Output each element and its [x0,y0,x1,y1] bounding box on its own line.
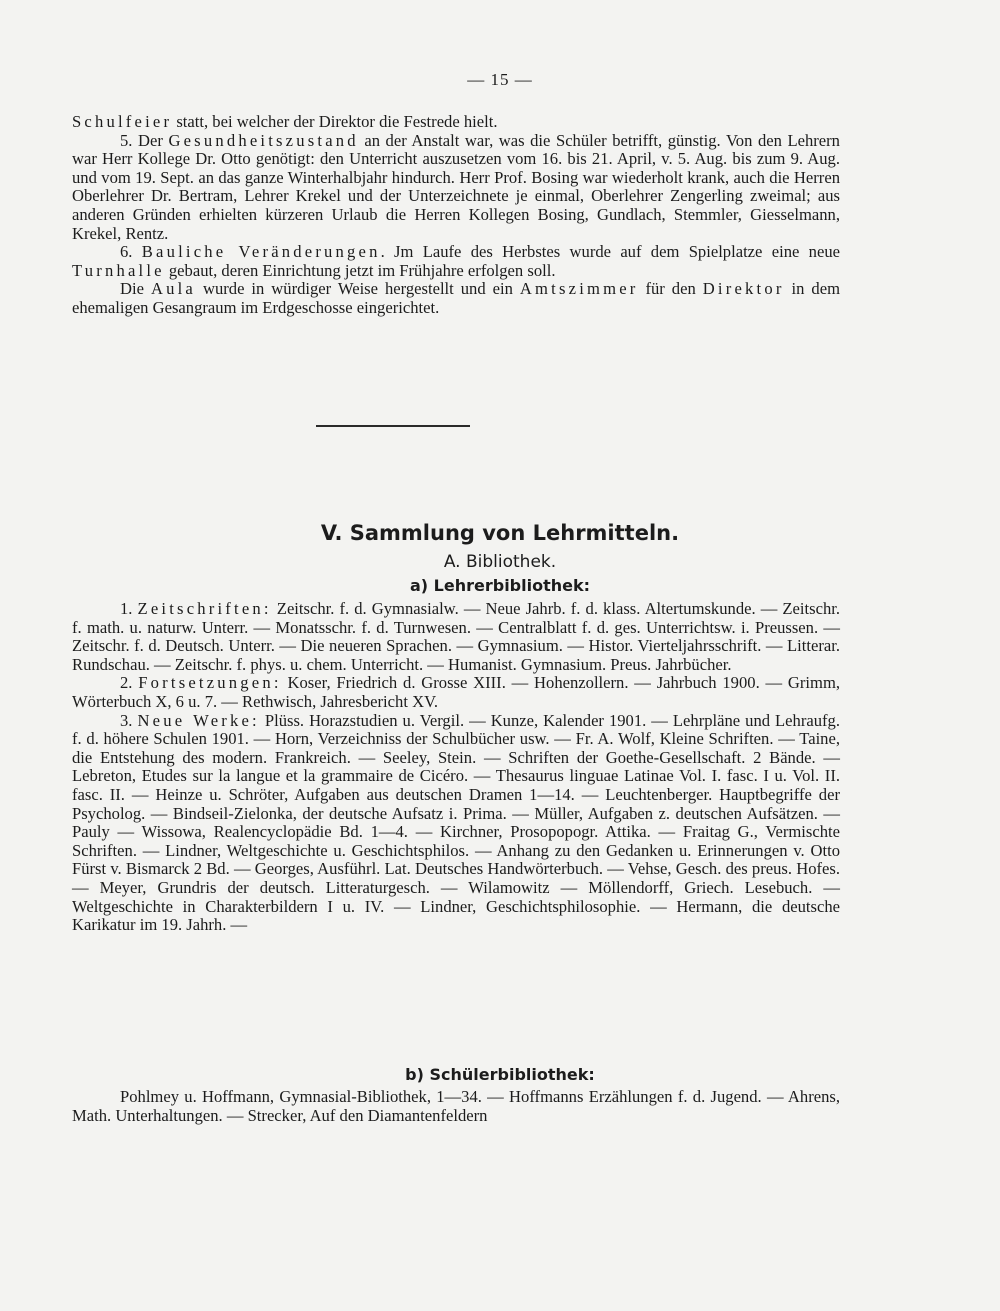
text-run: statt, bei welcher der Direktor die Festrede hielt. [172,112,498,131]
section-divider [316,425,470,427]
spaced-term: Schulfeier [72,112,173,131]
page-number: — 15 — [467,70,533,89]
text-run: in dem ehemaligen Gesangraum im Erdgeschosse eingerichtet. [72,279,840,317]
spaced-term: Aula [150,279,196,299]
text-run: Plüss. Horazstudien u. Vergil. — Kunze, Kalender 1901. — Lehrpläne und Lehraufg. f. d. höhere Schulen 1901. — Horn, Verzeichniss der Schulbücher usw. — Fr. A. Wolf, Kleine Schriften. — Taine, die Entstehung des modern. Frankreich. — Seeley, Stein. — Schriften der Goethe-Gesellschaft. 2 Bände. — Lebreton, Etudes sur la langue et la grammaire de Cicéro. — Thesaurus linguae Latinae Vol. I. fasc. I u. Vol. II. fasc. II. — Heinze u. Schröter, Aufgaben aus deutschen Dramen 1—14. — Leuchtenberger. Hauptbegriffe der Psycholog. — Bindseil-Zielonka, der deutsche Aufsatz i. Prima. — Müller, Aufgaben z. deutschen Aufsätzen. — Pauly — Wissowa, Realencyclopädie Bd. 1—4. — Kirchner, Prosopopogr. Attika. — Fraitag G., Vermischte Schriften. — Lindner, Weltgeschichte u. Geschichtsphilos. — Anhang zu den Gedanken u. Erinnerungen v. Otto Fürst v. Bismarck 2 Bd. — Georges, Ausführl. Lat. Deutsches Handwörterbuch. — Vehse, Gesch. des preus. Hofes. — Meyer, Grundris der deutsch. Litteraturgesch. — Wilamowitz — Möllendorff, Griech. Lesebuch. — Weltgeschichte in Charakterbildern I u. IV. — Lindner, Geschichtsphilosophie. — Hermann, die deutsche Karikatur im 19. Jahrh. — [72,710,840,935]
text-run: an der Anstalt war, was die Schüler betrifft, günstig. Von den Lehrern war Herr Kollege Dr. Otto genötigt: den Unterricht auszusetzen vom 16. bis 21. April, v. 5. Aug. bis zum 9. Aug. und vom 19. Sept. an das ganze Winterhalbjahr hindurch. Herr Prof. Bosing war wiederholt krank, auch die Herren Oberlehrer Dr. Bertram, Lehrer Krekel und der Unterzeichnete je einmal, Oberlehrer Zengerling zweimal; aus anderen Gründen erhielten kürzeren Urlaub die Herren Kollegen Bosing, Gundlach, Stemmler, Giesselmann, Krekel, Rentz. [72,130,840,243]
subsection-library: A. Bibliothek. [443,552,557,572]
spaced-term: Fortsetzungen: [138,673,282,693]
text-run: 6. [120,242,142,262]
text-run: Die [120,279,151,299]
text-run: Koser, Friedrich d. Grosse XIII. — Hohenzollern. — Jahrbuch 1900. — Grimm, Wörterbuch X, 6 u. 7. — Rethwisch, Jahresbericht XV. [72,673,840,711]
spaced-term: Zeitschriften: [137,599,272,618]
section-title: V. Sammlung von Lehrmitteln. [320,521,680,545]
paragraph-health [72,132,840,244]
paragraph-periodicals [72,600,840,674]
school-report-text [72,113,840,318]
text-run: 2. [120,673,139,693]
text-run: wurde in würdiger Weise hergestellt und ein [196,279,520,299]
paragraph-aula [72,280,840,317]
paragraph-festival [72,113,840,132]
paragraph-construction [72,243,840,280]
spaced-term: Amtszimmer [519,279,639,299]
text-run: 3. [120,710,138,730]
text-run: . Jm Laufe des Herbstes wurde auf dem Spielplatze eine neue [380,242,840,262]
text-run: gebaut, deren Einrichtung jetzt im Frühjahre erfolgen soll. [164,260,556,280]
text-run: für den [638,279,703,299]
paragraph-continuations [72,674,840,711]
text-run: Zeitschr. f. d. Gymnasialw. — Neue Jahrb. f. d. klass. Altertumskunde. — Zeitschr. f. math. u. naturw. Unterr. — Monatsschr. f. d. Turnwesen. — Centralblatt f. d. ges. Unterrichtsw. i. Preussen. — Zeitschr. f. d. Deutsch. Unterr. — Die neueren Sprachen. — Gymnasium. — Histor. Vierteljahrsschrift. — Litterar. Rundschau. — Zeitschr. f. phys. u. chem. Unterricht. — Humanist. Gymnasium. Preus. Jahrbücher. [72,599,840,674]
subsection-teacher-library: a) Lehrerbibliothek: [409,576,591,595]
spaced-term: Neue Werke: [137,710,260,730]
spaced-term: Direktor [702,279,785,299]
text-run: 5. Der [120,130,169,150]
spaced-term: Gesundheitszustand [168,130,359,150]
text-run: 1. [120,599,138,618]
teacher-library-list [72,600,840,935]
student-library-list [72,1088,840,1125]
spaced-term: Turnhalle [72,260,165,280]
spaced-term: Bauliche Veränderungen [141,242,381,262]
paragraph-new-works [72,712,840,935]
subsection-student-library: b) Schülerbibliothek: [405,1065,595,1084]
paragraph-student-books: Pohlmey u. Hoffmann, Gymnasial-Bibliothek, 1—34. — Hoffmanns Erzählungen f. d. Jugend. — Ahrens, Math. Unterhaltungen. — Strecker, Auf den Diamantenfeldern [72,1087,840,1125]
